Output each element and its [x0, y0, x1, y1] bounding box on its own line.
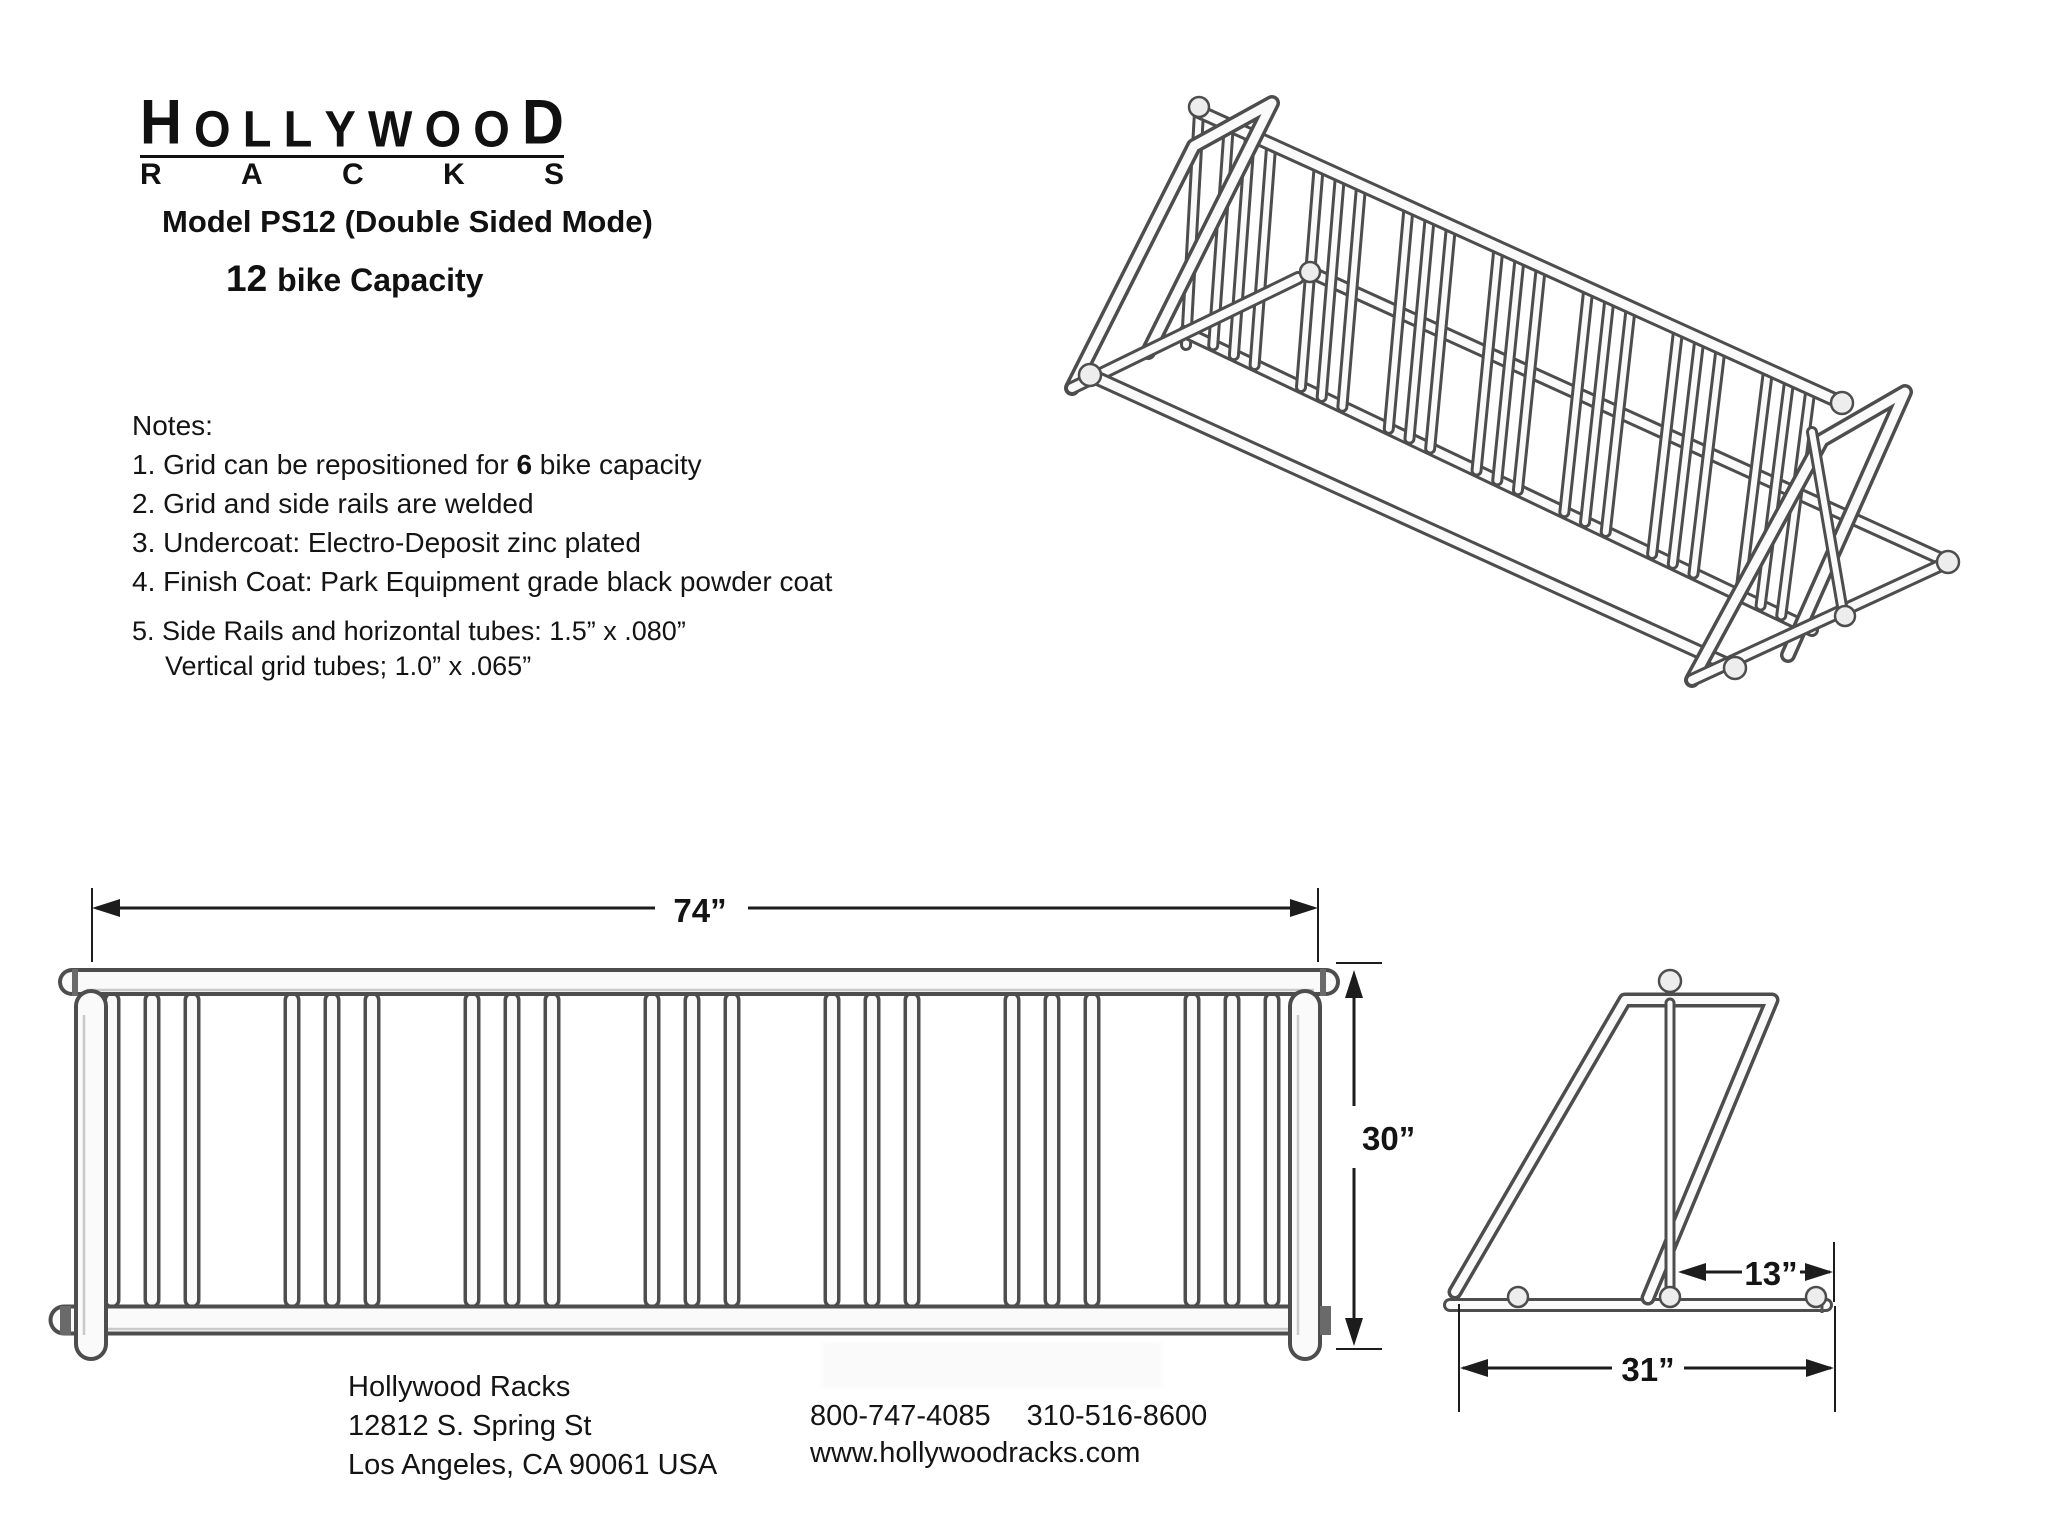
hollywood-racks-logo [140, 87, 564, 191]
logo-word-hollywood: H O L L Y W O O D [140, 87, 564, 158]
contact-block [810, 1398, 1207, 1472]
company-name: Hollywood Racks [348, 1371, 571, 1403]
front-width-label: 74” [673, 892, 727, 929]
note-5-line2: Vertical grid tubes; 1.0” x .065” [165, 651, 532, 681]
note-2: 2. Grid and side rails are welded [132, 488, 534, 519]
phone-2: 310-516-8600 [1026, 1400, 1208, 1432]
capacity-number: 12 [226, 258, 268, 299]
notes-title: Notes: [132, 410, 213, 441]
isometric-view-drawing [1040, 40, 2020, 780]
city-address: Los Angeles, CA 90061 USA [348, 1449, 718, 1481]
front-height-label: 30” [1362, 1120, 1416, 1157]
note-3: 3. Undercoat: Electro-Deposit zinc plated [132, 527, 641, 558]
website-url: www.hollywoodracks.com [810, 1437, 1141, 1469]
side-depth-label: 31” [1621, 1351, 1675, 1388]
note-5-line1: 5. Side Rails and horizontal tubes: 1.5” x .080” [132, 616, 686, 646]
front-height-dimension [1336, 963, 1415, 1349]
model-title: Model PS12 (Double Sided Mode) [162, 204, 653, 239]
logo-word-racks: R A C K S [140, 158, 564, 191]
side-view-drawing [1420, 940, 2040, 1440]
note-1: 1. Grid can be repositioned for 6 bike capacity [132, 449, 702, 480]
front-rack [60, 969, 1331, 1344]
isometric-rack [1072, 97, 1959, 680]
phone-1: 800-747-4085 [810, 1400, 991, 1432]
capacity-text: bike Capacity [277, 262, 484, 298]
capacity-title [226, 258, 483, 300]
front-width-dimension [92, 888, 1318, 962]
front-view-drawing [30, 860, 1460, 1400]
side-depth-dimension [1459, 1304, 1835, 1412]
note-5 [132, 614, 832, 684]
street-address: 12812 S. Spring St [348, 1410, 592, 1442]
side-offset-label: 13” [1744, 1255, 1798, 1292]
phone-numbers [810, 1398, 1207, 1435]
notes-block [132, 406, 832, 684]
note-4: 4. Finish Coat: Park Equipment grade black powder coat [132, 566, 833, 597]
